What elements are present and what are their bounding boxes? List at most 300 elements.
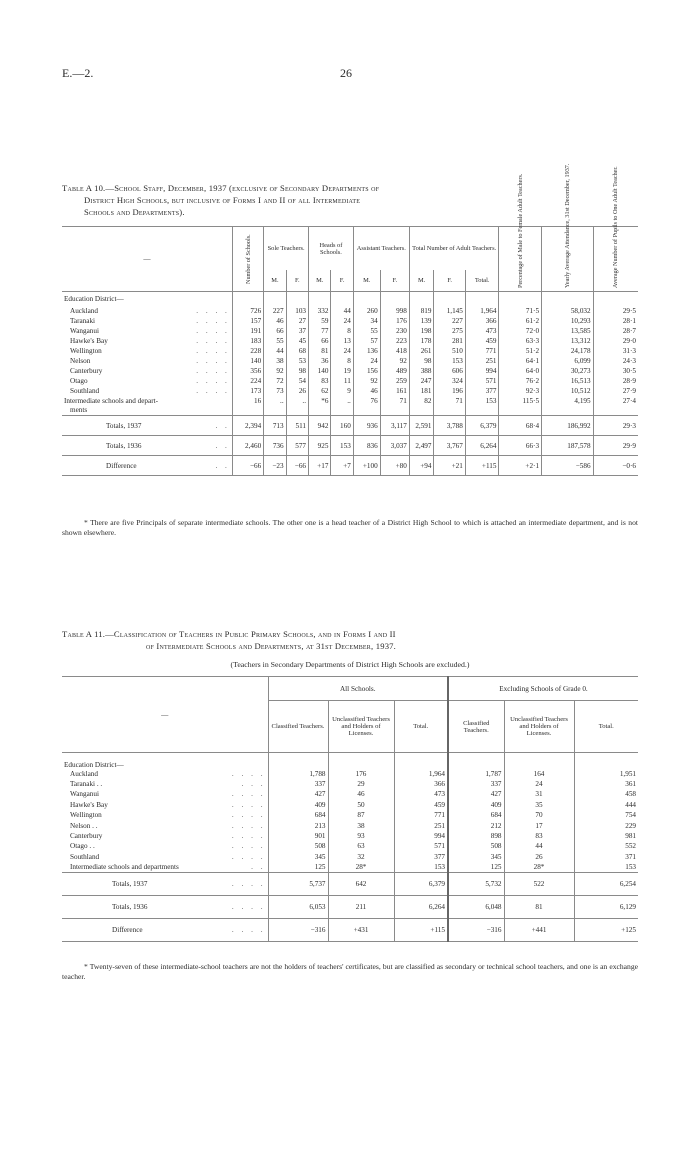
cell-average: −0·6 bbox=[593, 456, 638, 476]
row-leader-dots: . . bbox=[215, 461, 230, 470]
row-leader-dots: . . . . bbox=[196, 386, 230, 395]
table-row bbox=[62, 789, 638, 799]
row-leader-dots: . . . . bbox=[231, 811, 266, 820]
row-name bbox=[62, 306, 232, 316]
cell-attendance: 187,578 bbox=[542, 436, 594, 456]
row-leader-dots: . . . . bbox=[196, 306, 230, 315]
sub-f: F. bbox=[434, 270, 465, 292]
cell-percentage: 68·4 bbox=[499, 416, 542, 436]
row-leader-dots: . . . . bbox=[196, 326, 230, 335]
cell-attendance: 6,099 bbox=[542, 356, 594, 366]
cell-total-excl: 458 bbox=[574, 789, 638, 799]
cell-total-excl: 444 bbox=[574, 800, 638, 810]
cell-total: +115 bbox=[465, 456, 499, 476]
cell-assist-m: 136 bbox=[353, 346, 380, 356]
cell-sole-m: 66 bbox=[264, 326, 286, 336]
row-name bbox=[62, 769, 268, 779]
page-header-reference: E.—2. bbox=[62, 66, 94, 80]
cell-assist-f: 489 bbox=[380, 366, 409, 376]
cell-total: 6,264 bbox=[465, 436, 499, 456]
cell-attendance: 10,293 bbox=[542, 316, 594, 326]
cell-assist-f: 230 bbox=[380, 326, 409, 336]
row-name bbox=[62, 800, 268, 810]
col-average-pupils: Average Number of Pupils to One Adult Teacher. bbox=[612, 166, 620, 288]
cell-percentage: 76·2 bbox=[499, 376, 542, 386]
table-a11 bbox=[62, 676, 638, 942]
row-name-text: Wanganui bbox=[70, 790, 99, 799]
cell-total: 473 bbox=[465, 326, 499, 336]
cell-unclassified: +431 bbox=[328, 918, 394, 941]
table-a10-title-line1: Table A 10.—School Staff, December, 1937 (exclusive of Secondary Departments of bbox=[62, 183, 380, 193]
cell-assist-m: 76 bbox=[353, 396, 380, 406]
group-excluding-grade-0: Excluding Schools of Grade 0. bbox=[448, 677, 638, 701]
row-name bbox=[62, 895, 268, 918]
col-yearly-attendance: Yearly Average Attendance, 31st December, 1937. bbox=[563, 163, 571, 288]
cell-total-f: 3,767 bbox=[434, 436, 465, 456]
col-heads-of-schools: Heads of Schools. bbox=[309, 227, 354, 271]
table-row bbox=[62, 346, 638, 356]
cell-classified-excl: 427 bbox=[448, 789, 504, 799]
cell-heads-f: 24 bbox=[331, 346, 353, 356]
cell-total-excl: 371 bbox=[574, 852, 638, 862]
cell-heads-m: 36 bbox=[309, 356, 331, 366]
cell-total: 1,964 bbox=[394, 769, 448, 779]
cell-classified-excl: 5,732 bbox=[448, 872, 504, 895]
row-name-text: Nelson bbox=[70, 356, 91, 365]
cell-classified: 409 bbox=[268, 800, 328, 810]
cell-unclassified: 46 bbox=[328, 789, 394, 799]
cell-assist-m: +100 bbox=[353, 456, 380, 476]
row-leader-dots: . . . . bbox=[231, 800, 266, 809]
cell-heads-m: 140 bbox=[309, 366, 331, 376]
cell-attendance: 10,512 bbox=[542, 386, 594, 396]
cell-sole-f: 45 bbox=[286, 336, 308, 346]
table-row bbox=[62, 810, 638, 820]
cell-sole-m: −23 bbox=[264, 456, 286, 476]
cell-sole-f: −66 bbox=[286, 456, 308, 476]
cell-unclassified: 28* bbox=[328, 862, 394, 872]
cell-total-m: 2,591 bbox=[409, 416, 434, 436]
cell-sole-f: 26 bbox=[286, 386, 308, 396]
cell-unclassified-excl: 70 bbox=[504, 810, 574, 820]
table-row bbox=[62, 386, 638, 396]
cell-sole-m: 736 bbox=[264, 436, 286, 456]
cell-unclassified-excl: 24 bbox=[504, 779, 574, 789]
cell-heads-m: 925 bbox=[309, 436, 331, 456]
cell-heads-m: 81 bbox=[309, 346, 331, 356]
cell-classified-excl: 125 bbox=[448, 862, 504, 872]
cell-assist-f: 418 bbox=[380, 346, 409, 356]
cell-total: 1,964 bbox=[465, 306, 499, 316]
cell-unclassified-excl: 522 bbox=[504, 872, 574, 895]
cell-classified-excl: 345 bbox=[448, 852, 504, 862]
cell-classified-excl: 409 bbox=[448, 800, 504, 810]
cell-assist-f: 3,037 bbox=[380, 436, 409, 456]
cell-classified-excl: −316 bbox=[448, 918, 504, 941]
cell-total-m: 139 bbox=[409, 316, 434, 326]
cell-average: 29·9 bbox=[593, 436, 638, 456]
cell-average: 28·7 bbox=[593, 326, 638, 336]
row-leader-dots: . . . . bbox=[196, 366, 230, 375]
cell-average: 30·5 bbox=[593, 366, 638, 376]
table-a10-title bbox=[62, 182, 638, 218]
cell-classified: 337 bbox=[268, 779, 328, 789]
row-name bbox=[62, 416, 232, 436]
cell-assist-m: 34 bbox=[353, 316, 380, 326]
cell-total: 6,264 bbox=[394, 895, 448, 918]
totals-row-1937 bbox=[62, 872, 638, 895]
row-name bbox=[62, 386, 232, 396]
table-a11-title-line1: Table A 11.—Classification of Teachers in Public Primary Schools, and in Forms I and II bbox=[62, 629, 396, 639]
cell-classified-excl: 508 bbox=[448, 841, 504, 851]
table-row bbox=[62, 862, 638, 872]
cell-sole-f: .. bbox=[286, 396, 308, 406]
cell-total-m: 388 bbox=[409, 366, 434, 376]
cell-unclassified: 176 bbox=[328, 769, 394, 779]
cell-total: 473 bbox=[394, 789, 448, 799]
cell-unclassified-excl: 28* bbox=[504, 862, 574, 872]
cell-unclassified-excl: 17 bbox=[504, 820, 574, 830]
cell-total-excl: 981 bbox=[574, 831, 638, 841]
cell-sole-f: 37 bbox=[286, 326, 308, 336]
row-leader-dots: . . . bbox=[241, 780, 266, 789]
row-leader-dots: . . bbox=[215, 421, 230, 430]
row-name bbox=[62, 316, 232, 326]
cell-total-f: 1,145 bbox=[434, 306, 465, 316]
cell-average: 29·3 bbox=[593, 416, 638, 436]
cell-total-excl: 6,129 bbox=[574, 895, 638, 918]
row-name-text: Auckland bbox=[70, 306, 98, 315]
cell-attendance: 186,992 bbox=[542, 416, 594, 436]
row-name-text: Totals, 1937 bbox=[112, 879, 148, 888]
cell-assist-f: 998 bbox=[380, 306, 409, 316]
cell-classified: 6,053 bbox=[268, 895, 328, 918]
cell-percentage: 72·0 bbox=[499, 326, 542, 336]
table-a10-title-line2: District High Schools, but inclusive of Forms I and II of all Intermediate bbox=[84, 195, 361, 205]
cell-unclassified-excl: 44 bbox=[504, 841, 574, 851]
cell-total: 153 bbox=[465, 396, 499, 406]
col-percentage-male-female: Percentage of Male to Female Adult Teachers. bbox=[516, 173, 524, 288]
row-name bbox=[62, 831, 268, 841]
table-row bbox=[62, 396, 638, 406]
cell-total-f: 71 bbox=[434, 396, 465, 406]
row-name bbox=[62, 356, 232, 366]
cell-total: 571 bbox=[394, 841, 448, 851]
sub-m: M. bbox=[264, 270, 286, 292]
table-a11-title bbox=[62, 628, 638, 652]
cell-unclassified-excl: 26 bbox=[504, 852, 574, 862]
cell-unclassified: 87 bbox=[328, 810, 394, 820]
col-total: Total. bbox=[394, 701, 448, 753]
row-name bbox=[62, 918, 268, 941]
sub-m: M. bbox=[309, 270, 331, 292]
cell-total-excl: 754 bbox=[574, 810, 638, 820]
cell-unclassified: 63 bbox=[328, 841, 394, 851]
cell-total: 6,379 bbox=[465, 416, 499, 436]
table-a10-title-line3: Schools and Departments). bbox=[84, 207, 185, 217]
cell-total-m: 181 bbox=[409, 386, 434, 396]
cell-classified-excl: 6,048 bbox=[448, 895, 504, 918]
row-name-text: Auckland bbox=[70, 769, 98, 778]
group-all-schools: All Schools. bbox=[268, 677, 448, 701]
row-name bbox=[62, 436, 232, 456]
row-leader-dots: . . . . bbox=[231, 842, 266, 851]
page-number: 26 bbox=[340, 66, 352, 80]
cell-schools: 228 bbox=[232, 346, 263, 356]
cell-attendance: 30,273 bbox=[542, 366, 594, 376]
cell-average: 29·5 bbox=[593, 306, 638, 316]
cell-unclassified: 50 bbox=[328, 800, 394, 810]
cell-sole-f: 54 bbox=[286, 376, 308, 386]
cell-total-f: +21 bbox=[434, 456, 465, 476]
cell-total: 994 bbox=[394, 831, 448, 841]
cell-heads-f: 11 bbox=[331, 376, 353, 386]
cell-schools: 224 bbox=[232, 376, 263, 386]
cell-average: 31·3 bbox=[593, 346, 638, 356]
col-classified: Classified Teachers. bbox=[268, 701, 328, 753]
cell-assist-m: 24 bbox=[353, 356, 380, 366]
cell-schools: 140 bbox=[232, 356, 263, 366]
cell-total-m: 261 bbox=[409, 346, 434, 356]
row-name bbox=[62, 862, 268, 872]
totals-row-1937 bbox=[62, 416, 638, 436]
cell-assist-m: 46 bbox=[353, 386, 380, 396]
cell-assist-m: 55 bbox=[353, 326, 380, 336]
cell-classified: 345 bbox=[268, 852, 328, 862]
row-leader-dots: . . . . bbox=[231, 902, 266, 911]
cell-total: 459 bbox=[394, 800, 448, 810]
cell-percentage: 61·2 bbox=[499, 316, 542, 326]
cell-classified: −316 bbox=[268, 918, 328, 941]
cell-classified-excl: 684 bbox=[448, 810, 504, 820]
cell-attendance: −586 bbox=[542, 456, 594, 476]
cell-classified: 1,788 bbox=[268, 769, 328, 779]
cell-percentage: 66·3 bbox=[499, 436, 542, 456]
cell-heads-f: 24 bbox=[331, 316, 353, 326]
totals-row-1936 bbox=[62, 436, 638, 456]
table-row bbox=[62, 800, 638, 810]
col-sole-teachers: Sole Teachers. bbox=[264, 227, 309, 271]
cell-schools: 173 bbox=[232, 386, 263, 396]
row-name bbox=[62, 779, 268, 789]
row-name-text: Southland bbox=[70, 852, 100, 861]
cell-average: 24·3 bbox=[593, 356, 638, 366]
row-name-text: Intermediate schools and departments bbox=[70, 862, 179, 871]
cell-assist-f: 92 bbox=[380, 356, 409, 366]
cell-schools: 191 bbox=[232, 326, 263, 336]
cell-sole-m: 44 bbox=[264, 346, 286, 356]
cell-total: 771 bbox=[394, 810, 448, 820]
table-a11-footnote: * Twenty-seven of these intermediate-school teachers are not the holders of teachers' certificates, but are classified as secondary or technical school teachers, and one is an exchange teacher. bbox=[62, 962, 638, 981]
table-a10-header-dash: — bbox=[143, 255, 151, 263]
table-row bbox=[62, 779, 638, 789]
row-name-text: Canterbury bbox=[70, 366, 103, 375]
cell-total: 6,379 bbox=[394, 872, 448, 895]
cell-total: 366 bbox=[465, 316, 499, 326]
table-a11-header-dash: — bbox=[161, 710, 169, 719]
cell-heads-f: 153 bbox=[331, 436, 353, 456]
row-name-text: Nelson . . bbox=[70, 821, 98, 830]
cell-total: 366 bbox=[394, 779, 448, 789]
row-leader-dots: . . . . bbox=[231, 790, 266, 799]
row-name-text: Difference bbox=[106, 461, 137, 470]
col-unclassified: Unclassified Teachers and Holders of Licenses. bbox=[504, 701, 574, 753]
cell-sole-f: 98 bbox=[286, 366, 308, 376]
cell-total-f: 227 bbox=[434, 316, 465, 326]
cell-heads-m: +17 bbox=[309, 456, 331, 476]
cell-heads-f: 8 bbox=[331, 326, 353, 336]
cell-percentage: 51·2 bbox=[499, 346, 542, 356]
cell-total-f: 606 bbox=[434, 366, 465, 376]
totals-row-1936 bbox=[62, 895, 638, 918]
cell-total-m: 82 bbox=[409, 396, 434, 406]
cell-total-excl: 1,951 bbox=[574, 769, 638, 779]
table-row bbox=[62, 852, 638, 862]
cell-total-excl: 6,254 bbox=[574, 872, 638, 895]
cell-sole-m: .. bbox=[264, 396, 286, 406]
row-leader-dots: . . . . bbox=[196, 356, 230, 365]
cell-assist-f: 176 bbox=[380, 316, 409, 326]
table-a10-body bbox=[62, 306, 638, 396]
cell-schools: 157 bbox=[232, 316, 263, 326]
cell-heads-f: 13 bbox=[331, 336, 353, 346]
cell-heads-m: 66 bbox=[309, 336, 331, 346]
row-name-text: Otago . . bbox=[70, 842, 95, 851]
col-assistant-teachers: Assistant Teachers. bbox=[353, 227, 409, 271]
cell-heads-m: 59 bbox=[309, 316, 331, 326]
cell-unclassified: 93 bbox=[328, 831, 394, 841]
cell-percentage: 71·5 bbox=[499, 306, 542, 316]
sub-m: M. bbox=[353, 270, 380, 292]
cell-unclassified-excl: 35 bbox=[504, 800, 574, 810]
cell-total-f: 281 bbox=[434, 336, 465, 346]
cell-heads-m: 62 bbox=[309, 386, 331, 396]
row-name bbox=[62, 852, 268, 862]
cell-total: 771 bbox=[465, 346, 499, 356]
cell-schools: 2,394 bbox=[232, 416, 263, 436]
cell-total-m: 98 bbox=[409, 356, 434, 366]
cell-attendance: 58,032 bbox=[542, 306, 594, 316]
cell-percentage: 64·1 bbox=[499, 356, 542, 366]
cell-attendance: 16,513 bbox=[542, 376, 594, 386]
cell-heads-f: 19 bbox=[331, 366, 353, 376]
row-name-text: Totals, 1936 bbox=[112, 902, 148, 911]
cell-assist-f: 223 bbox=[380, 336, 409, 346]
row-name bbox=[62, 820, 268, 830]
row-leader-dots: . . . . bbox=[231, 879, 266, 888]
cell-total: 459 bbox=[465, 336, 499, 346]
cell-attendance: 4,195 bbox=[542, 396, 594, 406]
cell-heads-m: 77 bbox=[309, 326, 331, 336]
cell-unclassified: 211 bbox=[328, 895, 394, 918]
cell-assist-m: 57 bbox=[353, 336, 380, 346]
table-row bbox=[62, 376, 638, 386]
cell-total: 377 bbox=[465, 386, 499, 396]
cell-sole-f: 27 bbox=[286, 316, 308, 326]
cell-heads-f: 44 bbox=[331, 306, 353, 316]
cell-sole-m: 46 bbox=[264, 316, 286, 326]
cell-classified: 213 bbox=[268, 820, 328, 830]
cell-classified: 125 bbox=[268, 862, 328, 872]
cell-sole-m: 713 bbox=[264, 416, 286, 436]
cell-percentage: +2·1 bbox=[499, 456, 542, 476]
cell-attendance: 13,585 bbox=[542, 326, 594, 336]
cell-classified-excl: 898 bbox=[448, 831, 504, 841]
row-name bbox=[62, 841, 268, 851]
cell-classified-excl: 212 bbox=[448, 820, 504, 830]
cell-unclassified: 29 bbox=[328, 779, 394, 789]
cell-total-m: 178 bbox=[409, 336, 434, 346]
row-name-text: Wellington bbox=[70, 811, 102, 820]
sub-f: F. bbox=[380, 270, 409, 292]
cell-heads-f: 8 bbox=[331, 356, 353, 366]
cell-sole-m: 38 bbox=[264, 356, 286, 366]
row-name-text: Otago bbox=[70, 376, 88, 385]
table-row bbox=[62, 306, 638, 316]
sub-m: M. bbox=[409, 270, 434, 292]
row-leader-dots: . . . . bbox=[231, 832, 266, 841]
cell-unclassified: 642 bbox=[328, 872, 394, 895]
table-row bbox=[62, 356, 638, 366]
section-label: Education District— bbox=[64, 294, 124, 303]
cell-sole-f: 577 bbox=[286, 436, 308, 456]
cell-heads-f: 9 bbox=[331, 386, 353, 396]
cell-schools: 16 bbox=[232, 396, 263, 406]
sub-f: F. bbox=[286, 270, 308, 292]
cell-unclassified-excl: +441 bbox=[504, 918, 574, 941]
sub-f: F. bbox=[331, 270, 353, 292]
row-name-text: Southland bbox=[70, 386, 100, 395]
row-name-text: Hawke's Bay bbox=[70, 336, 108, 345]
cell-attendance: 13,312 bbox=[542, 336, 594, 346]
row-leader-dots: . . . . bbox=[231, 769, 266, 778]
row-name bbox=[62, 366, 232, 376]
cell-sole-f: 53 bbox=[286, 356, 308, 366]
cell-attendance: 24,178 bbox=[542, 346, 594, 356]
row-leader-dots: . . bbox=[215, 441, 230, 450]
cell-total-m: 198 bbox=[409, 326, 434, 336]
cell-total: 377 bbox=[394, 852, 448, 862]
table-row bbox=[62, 831, 638, 841]
cell-assist-m: 156 bbox=[353, 366, 380, 376]
table-a11-subtitle: (Teachers in Secondary Departments of District High Schools are excluded.) bbox=[230, 660, 470, 669]
row-name bbox=[62, 376, 232, 386]
cell-unclassified-excl: 31 bbox=[504, 789, 574, 799]
cell-classified: 901 bbox=[268, 831, 328, 841]
cell-sole-m: 72 bbox=[264, 376, 286, 386]
cell-average: 28·9 bbox=[593, 376, 638, 386]
cell-unclassified-excl: 81 bbox=[504, 895, 574, 918]
row-name-text: Canterbury bbox=[70, 832, 103, 841]
col-total: Total. bbox=[574, 701, 638, 753]
row-name bbox=[62, 456, 232, 476]
cell-total: 994 bbox=[465, 366, 499, 376]
row-name-text: Totals, 1937 bbox=[106, 421, 142, 430]
cell-average: 27·4 bbox=[593, 396, 638, 406]
cell-total: +115 bbox=[394, 918, 448, 941]
sub-total: Total. bbox=[465, 270, 499, 292]
cell-total-m: +94 bbox=[409, 456, 434, 476]
cell-assist-m: 260 bbox=[353, 306, 380, 316]
cell-heads-m: 83 bbox=[309, 376, 331, 386]
row-leader-dots: . . . . bbox=[231, 821, 266, 830]
cell-sole-m: 73 bbox=[264, 386, 286, 396]
cell-sole-m: 227 bbox=[264, 306, 286, 316]
row-name: Intermediate schools and depart- bbox=[64, 396, 158, 405]
cell-percentage: 92·3 bbox=[499, 386, 542, 396]
row-name-text: Wanganui bbox=[70, 326, 99, 335]
cell-assist-f: 161 bbox=[380, 386, 409, 396]
